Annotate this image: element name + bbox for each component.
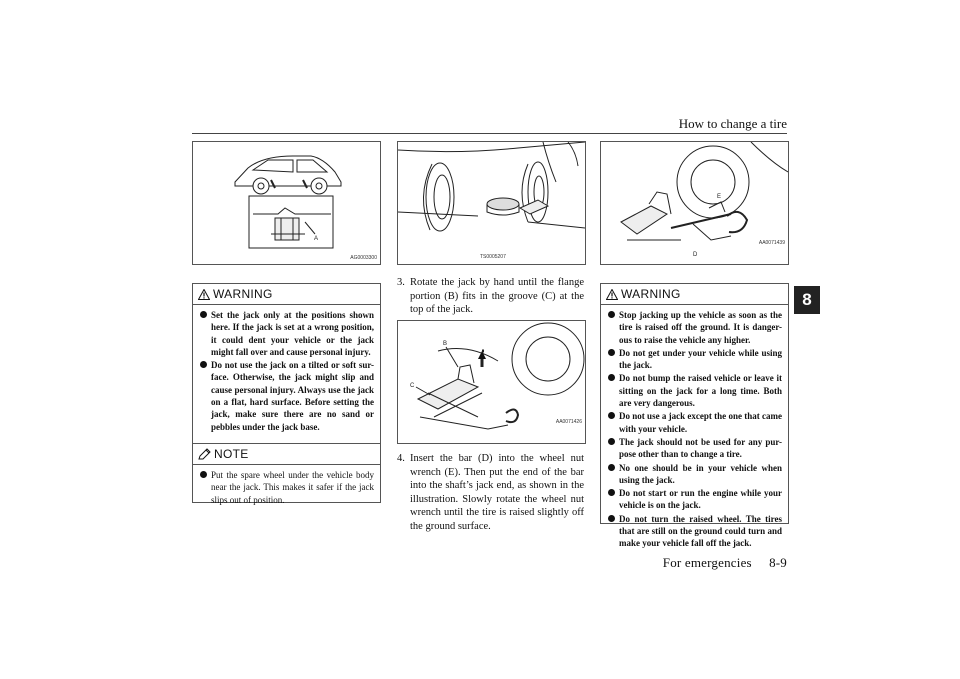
chapter-number: 8 xyxy=(802,290,812,309)
warning-item xyxy=(199,309,374,358)
warning-item xyxy=(607,513,782,550)
figure-callout-c: C xyxy=(410,383,415,389)
figure-spare-wheel xyxy=(397,141,586,265)
chapter-tab xyxy=(794,286,820,314)
figure-callout-e: E xyxy=(717,194,722,200)
warning-header xyxy=(193,284,380,305)
bullet-icon xyxy=(608,438,615,445)
figure-jack-flange xyxy=(397,320,586,444)
step-number: 3. xyxy=(397,277,405,288)
page-header-title: How to change a tire xyxy=(678,116,787,131)
step-3 xyxy=(397,276,584,317)
header-rule xyxy=(192,133,787,134)
note-list-left xyxy=(193,465,380,511)
step-text: Rotate the jack by hand until the flange portion (B) fits in the groove (C) at the top of the jack. xyxy=(410,277,584,316)
warning-item xyxy=(199,359,374,433)
figure-callout-a: A xyxy=(314,236,319,242)
page-footer: For emergencies 8-9 xyxy=(662,555,787,570)
warning-item xyxy=(607,309,782,346)
warning-item xyxy=(607,372,782,409)
warning-item-text: Set the jack only at the positions shown here. If the jack is set at a wrong position, it could dent your vehicle or the jack might fall over and cause personal injury. xyxy=(211,310,374,357)
note-label: NOTE xyxy=(214,447,249,461)
step-4 xyxy=(397,452,584,534)
figure-code: AA0071426 xyxy=(555,419,582,425)
warning-item xyxy=(607,462,782,487)
warning-item-text: Do not use a jack except the one that came with your vehicle. xyxy=(619,411,782,434)
figure-callout-d: D xyxy=(693,252,698,258)
bullet-icon xyxy=(200,311,207,318)
warning-item-text: Do not start or run the engine while your vehicle is on the jack. xyxy=(619,488,782,511)
figure-callout-b: B xyxy=(443,341,448,347)
warning-item-text: Do not turn the raised wheel. The tires that are still on the ground could turn and make your vehicle fall off the jack. xyxy=(619,513,782,549)
figure-code: AG0003300 xyxy=(350,255,377,261)
bullet-icon xyxy=(608,489,615,496)
spare-wheel-illustration xyxy=(398,142,585,264)
warning-label: WARNING xyxy=(213,287,273,301)
bullet-icon xyxy=(608,464,615,471)
note-header xyxy=(193,444,380,465)
warning-item xyxy=(607,410,782,435)
warning-item-text: No one should be in your vehicle when using the jack. xyxy=(619,462,782,485)
bullet-icon xyxy=(608,349,615,356)
bullet-icon xyxy=(608,311,615,318)
warning-triangle-icon xyxy=(198,289,210,300)
figure-code: TS0005207 xyxy=(480,254,506,260)
figure-wrench-bar xyxy=(600,141,789,265)
bullet-icon xyxy=(608,374,615,381)
warning-triangle-icon xyxy=(606,289,618,300)
step-number: 4. xyxy=(397,453,405,464)
note-box-left xyxy=(192,443,381,503)
bullet-icon xyxy=(200,361,207,368)
bullet-icon xyxy=(608,515,615,522)
warning-item-text: The jack should not be used for any pur-pose other than to change a tire. xyxy=(619,436,782,460)
bullet-icon xyxy=(200,471,207,478)
figure-jack-positions xyxy=(192,141,381,265)
warning-header xyxy=(601,284,788,305)
warning-box-left xyxy=(192,283,381,444)
note-pencil-icon xyxy=(198,448,211,460)
bullet-icon xyxy=(608,412,615,419)
warning-item xyxy=(607,436,782,461)
warning-item-text: Do not use the jack on a tilted or soft sur-face. Otherwise, the jack might slip and cause personal injury. Always use the jack on a flat, hard surface. Before setting the jack, make sure there are no sand or pebbles under the jack base. xyxy=(211,360,374,432)
warning-label: WARNING xyxy=(621,287,681,301)
warning-list-left xyxy=(193,305,380,438)
warning-item xyxy=(607,347,782,372)
figure-code: AA0071439 xyxy=(758,240,785,246)
step-text: Insert the bar (D) into the wheel nut wrench (E). Then put the end of the bar into the shaft’s jack end, as shown in the illustration. Slowly rotate the wheel nut wrench until the tire is raised slightly off the ground surface. xyxy=(410,453,584,532)
warning-list-right xyxy=(601,305,788,555)
warning-item-text: Do not get under your vehicle while using the jack. xyxy=(619,347,782,371)
warning-box-right xyxy=(600,283,789,549)
warning-item-text: Stop jacking up the vehicle as soon as the tire is raised off the ground. It is danger-ous to raise the vehicle any higher. xyxy=(619,310,782,345)
jack-positions-illustration xyxy=(193,142,380,264)
note-item xyxy=(199,469,374,506)
note-item-text: Put the spare wheel under the vehicle body near the jack. This makes it safer if the jack slips out of position. xyxy=(211,470,374,505)
warning-item xyxy=(607,487,782,512)
warning-item-text: Do not bump the raised vehicle or leave it sitting on the jack for a long time. Both are very dangerous. xyxy=(619,373,782,409)
